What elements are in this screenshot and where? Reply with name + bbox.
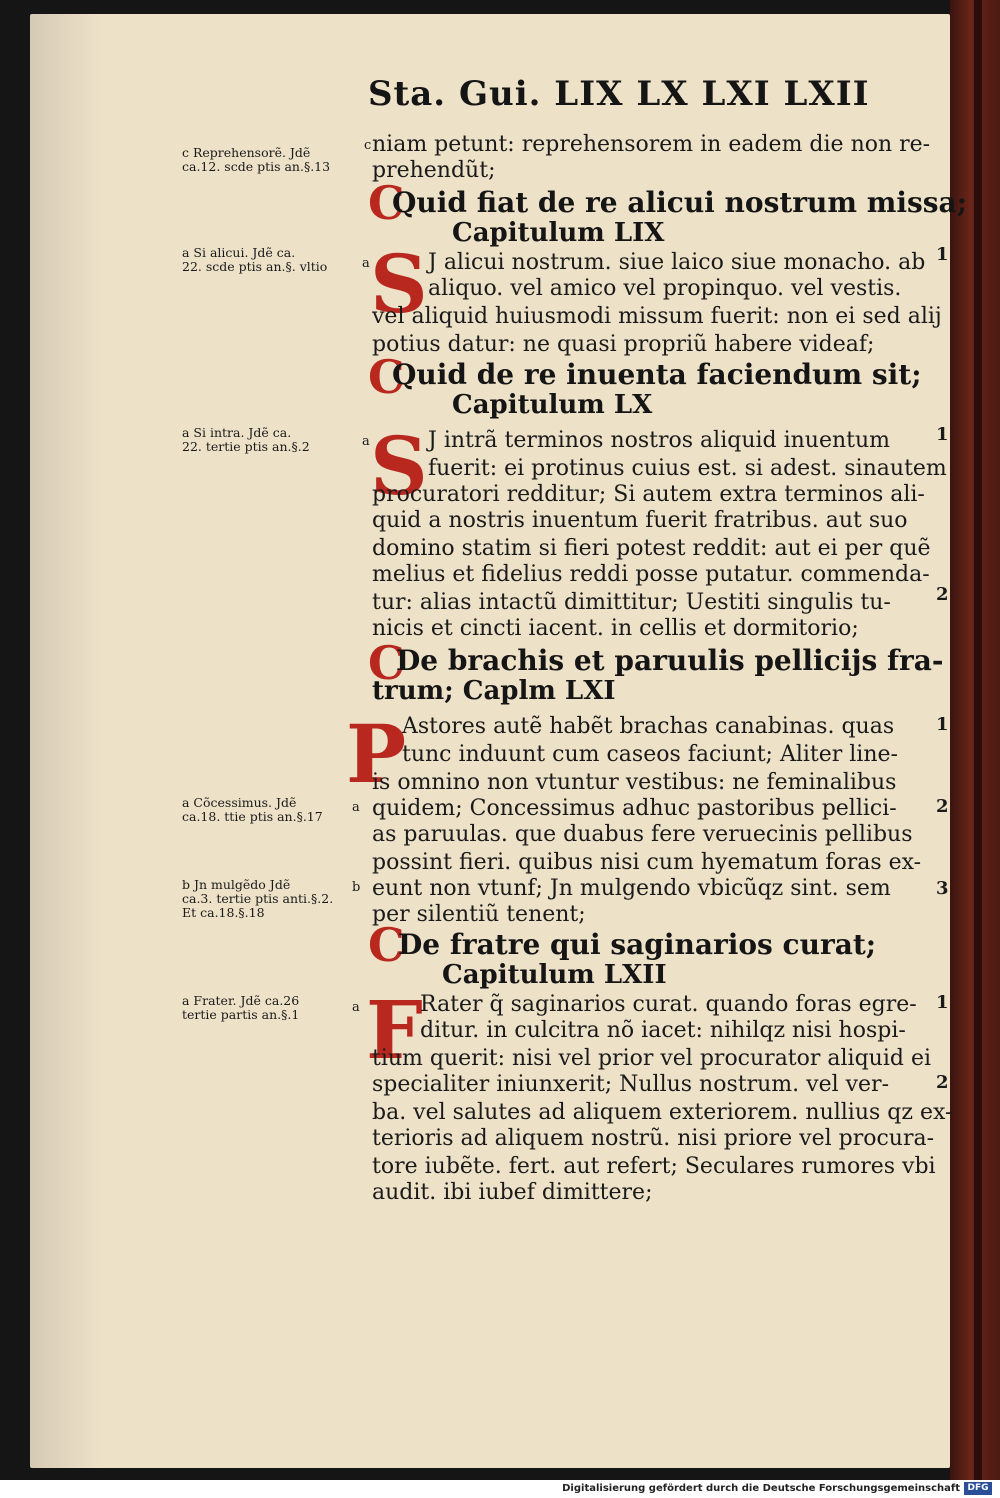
verse-number: 2 — [936, 584, 949, 605]
marginal-note-frater — [182, 994, 299, 1022]
text-line: fuerit: ei protinus cuius est. si adest. sinautem — [428, 456, 947, 481]
marginal-line: b Jn mulgẽdo Jdẽ — [182, 877, 291, 892]
paraph-mark: C — [368, 636, 405, 690]
text-line: as paruulas. que duabus fere veruecinis pellibus — [372, 822, 913, 847]
marginal-line: a Cõcessimus. Jdẽ — [182, 795, 297, 810]
text-line: quidem; Concessimus adhuc pastoribus pellici- — [372, 796, 897, 821]
reference-letter: b — [352, 880, 361, 895]
text-line: is omnino non vtuntur vestibus: ne feminalibus — [372, 770, 897, 795]
verse-number: 3 — [936, 878, 949, 899]
book-cover-fold — [974, 0, 982, 1480]
marginal-note-concessimus — [182, 796, 323, 824]
text-line: ba. vel salutes ad aliquem exteriorem. nullius qz ex- — [372, 1100, 953, 1125]
marginal-line: tertie partis an.§.1 — [182, 1007, 300, 1022]
verse-number: 1 — [936, 714, 949, 735]
chapter-heading: De fratre qui saginarios curat; — [398, 928, 877, 961]
dfg-logo[interactable]: DFG — [964, 1482, 992, 1495]
paraph-mark: C — [368, 350, 405, 404]
text-line: procuratori redditur; Si autem extra terminos ali- — [372, 482, 925, 507]
chapter-number: trum; Caplm LXI — [372, 676, 616, 706]
running-header: Sta. Gui. LIX LX LXI LXII — [368, 74, 870, 114]
marginal-line: ca.3. tertie ptis anti.§.2. — [182, 891, 334, 906]
text-line: niam petunt: reprehensorem in eadem die non re- — [372, 132, 931, 157]
text-line: Rater q̃ saginarios curat. quando foras egre- — [420, 992, 917, 1017]
drop-initial: S — [370, 419, 428, 513]
marginal-note-si-alicui — [182, 246, 327, 274]
verse-number: 1 — [936, 424, 949, 445]
drop-initial: P — [346, 707, 407, 801]
text-line: prehendũt; — [372, 158, 496, 183]
reference-letter: c — [364, 138, 372, 153]
text-line: tore iubẽte. fert. aut refert; Seculares rumores vbi — [372, 1154, 936, 1179]
text-line: possint fieri. quibus nisi cum hyematum foras ex- — [372, 850, 922, 875]
marginal-note-si-intra — [182, 426, 310, 454]
text-line: tium querit: nisi vel prior vel procurator aliquid ei — [372, 1046, 932, 1071]
marginal-note-in-mulgendo — [182, 878, 333, 920]
text-line: audit. ibi iubef dimittere; — [372, 1180, 653, 1205]
paraph-mark: C — [368, 176, 405, 230]
marginal-line: Et ca.18.§.18 — [182, 905, 265, 920]
text-line: J alicui nostrum. siue laico siue monacho. ab — [428, 250, 926, 275]
text-line: specialiter iniunxerit; Nullus nostrum. vel ver- — [372, 1072, 890, 1097]
marginal-line: c Reprehensorẽ. Jdẽ — [182, 145, 311, 160]
text-line: J intrã terminos nostros aliquid inuentum — [428, 428, 891, 453]
verse-number: 1 — [936, 244, 949, 265]
text-line: potius datur: ne quasi propriũ habere videaf; — [372, 332, 875, 357]
marginal-line: ca.18. ttie ptis an.§.17 — [182, 809, 323, 824]
text-line: ditur. in culcitra nõ iacet: nihilqz nisi hospi- — [420, 1018, 906, 1043]
funding-credit: Digitalisierung gefördert durch die Deutsche Forschungsgemeinschaft — [562, 1483, 960, 1494]
text-line: aliquo. vel amico vel propinquo. vel vestis. — [428, 276, 902, 301]
text-line: per silentiũ tenent; — [372, 902, 586, 927]
text-line: tur: alias intactũ dimittitur; Uestiti singulis tu- — [372, 590, 891, 615]
text-line: Astores autẽ habẽt brachas canabinas. quas — [402, 714, 895, 739]
reference-letter: a — [362, 434, 370, 449]
chapter-heading: Quid de re inuenta faciendum sit; — [392, 358, 922, 391]
drop-initial: F — [366, 983, 423, 1077]
verse-number: 1 — [936, 992, 949, 1013]
text-line: melius et fidelius reddi posse putatur. commenda- — [372, 562, 930, 587]
text-line: nicis et cincti iacent. in cellis et dormitorio; — [372, 616, 859, 641]
text-line: vel aliquid huiusmodi missum fuerit: non ei sed alij — [372, 304, 942, 329]
marginal-note-reprehensorem — [182, 146, 330, 174]
text-line: quid a nostris inuentum fuerit fratribus. aut suo — [372, 508, 908, 533]
verse-number: 2 — [936, 1072, 949, 1093]
verse-number: 2 — [936, 796, 949, 817]
text-line: terioris ad aliquem nostrũ. nisi priore vel procura- — [372, 1126, 935, 1151]
marginal-line: 22. tertie ptis an.§.2 — [182, 439, 310, 454]
text-line: tunc induunt cum caseos faciunt; Aliter line- — [402, 742, 898, 767]
chapter-number: Capitulum LIX — [452, 218, 665, 248]
marginal-line: 22. scde ptis an.§. vltio — [182, 259, 328, 274]
chapter-number: Capitulum LX — [452, 390, 653, 420]
chapter-number: Capitulum LXII — [442, 960, 667, 990]
reference-letter: a — [362, 256, 370, 271]
marginal-line: a Si alicui. Jdẽ ca. — [182, 245, 296, 260]
marginal-line: a Si intra. Jdẽ ca. — [182, 425, 292, 440]
marginal-line: a Frater. Jdẽ ca.26 — [182, 993, 300, 1008]
reference-letter: a — [352, 800, 360, 815]
chapter-heading: Quid fiat de re alicui nostrum missa; — [392, 186, 968, 219]
text-line: domino statim si fieri potest reddit: aut ei per quẽ — [372, 536, 931, 561]
gutter-shadow — [30, 14, 100, 1468]
drop-initial: S — [370, 237, 428, 331]
chapter-heading: De brachis et paruulis pellicijs fra- — [396, 644, 944, 677]
text-line: eunt non vtunf; Jn mulgendo vbicũqz sint. sem — [372, 876, 891, 901]
paraph-mark: C — [368, 918, 405, 972]
reference-letter: a — [352, 1000, 360, 1015]
marginal-line: ca.12. scde ptis an.§.13 — [182, 159, 331, 174]
